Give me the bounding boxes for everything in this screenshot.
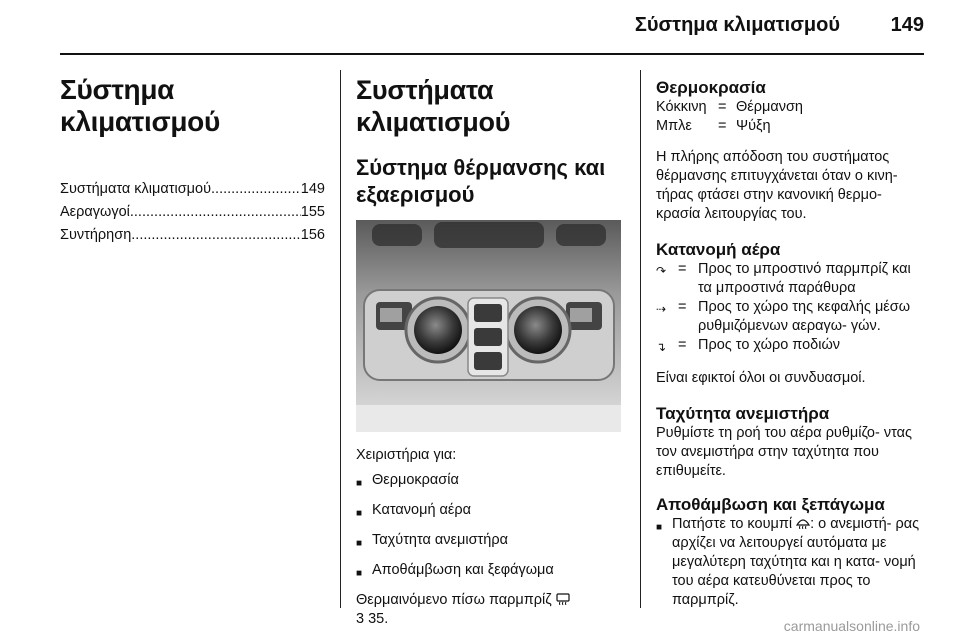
bullet-square-icon: ■: [356, 478, 363, 489]
bullet-square-icon: ■: [356, 508, 363, 519]
table-of-contents: [60, 178, 325, 247]
column-divider-right: [640, 70, 641, 608]
air-distribution-heading: Κατανομή αέρα: [656, 240, 781, 259]
section-title: Συστήματα κλιματισμού: [356, 75, 511, 137]
legend-key: Μπλε: [656, 118, 692, 134]
legend-row: Κόκκινη = Θέρμανση: [656, 98, 926, 117]
toc-entry-page: 155: [300, 204, 325, 220]
list-item-text: Κατανομή αέρα: [372, 502, 472, 518]
temperature-heading: Θερμοκρασία: [656, 78, 766, 97]
toc-entry-label: Συντήρηση: [60, 227, 132, 243]
air-mode-row: ⇢ = Προς το χώρο της κεφαλής μέσω ρυθμιζόμενων αεραγω- γών.: [656, 298, 926, 336]
bullet-square-icon: ■: [356, 568, 363, 579]
air-mode-text: Προς το χώρο της κεφαλής μέσω ρυθμιζόμενων αεραγω- γών.: [698, 299, 911, 334]
list-item-text: Ταχύτητα ανεμιστήρα: [372, 532, 508, 548]
list-item: [656, 515, 926, 610]
column-divider-left: [340, 70, 341, 608]
list-item: [356, 501, 624, 523]
list-item-text: Θερμοκρασία: [372, 472, 459, 488]
subsection-title: Σύστημα θέρμανσης και εξαερισμού: [356, 155, 606, 207]
bullet-square-icon: ■: [656, 522, 663, 533]
list-item: [356, 561, 624, 583]
controls-intro: Χειριστήρια για:: [356, 447, 457, 463]
defrost-text: Πατήστε το κουμπί : ο ανεμιστή- ρας αρχίζει να λειτουργεί αυτόματα με μεγαλύτερη ταχύτητα και η κατα- νομή του αέρα κατευθύνεται προς το παρμπρίζ.: [672, 516, 920, 608]
head-airflow-icon: ⇢: [656, 302, 667, 316]
rear-window-heating-icon: [556, 593, 570, 605]
legend-value: Θέρμανση: [736, 99, 803, 115]
toc-leader-dots: [211, 178, 301, 201]
air-mode-row: ↴ = Προς το χώρο ποδιών: [656, 336, 926, 357]
toc-entry[interactable]: [60, 201, 325, 224]
air-mode-row: ↷ = Προς το μπροστινό παρμπρίζ και τα μπροστινά παράθυρα: [656, 260, 926, 298]
toc-leader-dots: [130, 201, 301, 224]
fan-speed-text: Ρυθμίστε τη ροή του αέρα ρυθμίζο- ντας τον ανεμιστήρα στην ταχύτητα που επιθυμείτε.: [656, 425, 912, 479]
footwell-airflow-icon: ↴: [656, 340, 667, 354]
toc-entry-label: Αεραγωγοί: [60, 204, 130, 220]
control-panel-illustration: [356, 220, 621, 432]
rear-heater-note: Θερμαινόμενο πίσω παρμπρίζ 3 35.: [356, 591, 624, 629]
right-column: [656, 78, 926, 610]
list-item-text: Αποθάμβωση και ξεφάγωμα: [372, 562, 554, 578]
air-mode-text: Προς το μπροστινό παρμπρίζ και τα μπροστινά παράθυρα: [698, 261, 911, 296]
windscreen-defrost-icon: [796, 517, 810, 529]
middle-column: [356, 74, 624, 629]
chapter-title: Σύστημα κλιματισμού: [60, 74, 220, 137]
toc-entry[interactable]: [60, 224, 325, 247]
cross-reference-arrow: 3: [356, 611, 365, 627]
cross-reference-page[interactable]: 35.: [368, 611, 389, 627]
fan-speed-heading: Ταχύτητα ανεμιστήρα: [656, 404, 830, 423]
toc-entry-page: 156: [300, 227, 325, 243]
running-header-title: Σύστημα κλιματισμού: [634, 14, 840, 36]
controls-list: [356, 471, 624, 583]
temperature-note: Η πλήρης απόδοση του συστήματος θέρμανσης επιτυγχάνεται όταν ο κινη- τήρας φτάσει στην κανονική θερμο- κρασία λειτουργίας του.: [656, 149, 898, 222]
list-item: [356, 471, 624, 493]
page-number: 149: [890, 14, 924, 36]
left-column: [60, 74, 325, 247]
legend-key: Κόκκινη: [656, 99, 707, 115]
legend-value: Ψύξη: [736, 118, 771, 134]
toc-entry-page: 149: [300, 181, 325, 197]
toc-entry[interactable]: [60, 178, 325, 201]
header-rule: [60, 53, 924, 55]
temperature-legend: [656, 98, 926, 136]
list-item: [356, 531, 624, 553]
air-distribution-note: Είναι εφικτοί όλοι οι συνδυασμοί.: [656, 370, 866, 386]
climate-control-panel-photo: [356, 220, 621, 432]
defrost-heading: Αποθάμβωση και ξεπάγωμα: [656, 495, 885, 514]
toc-entry-label: Συστήματα κλιματισμού: [60, 181, 212, 197]
air-mode-text: Προς το χώρο ποδιών: [698, 337, 841, 353]
legend-row: Μπλε = Ψύξη: [656, 117, 926, 136]
bullet-square-icon: ■: [356, 538, 363, 549]
toc-leader-dots: [131, 224, 301, 247]
footer-watermark: carmanualsonline.info: [783, 618, 920, 634]
windscreen-airflow-icon: ↷: [656, 264, 667, 278]
